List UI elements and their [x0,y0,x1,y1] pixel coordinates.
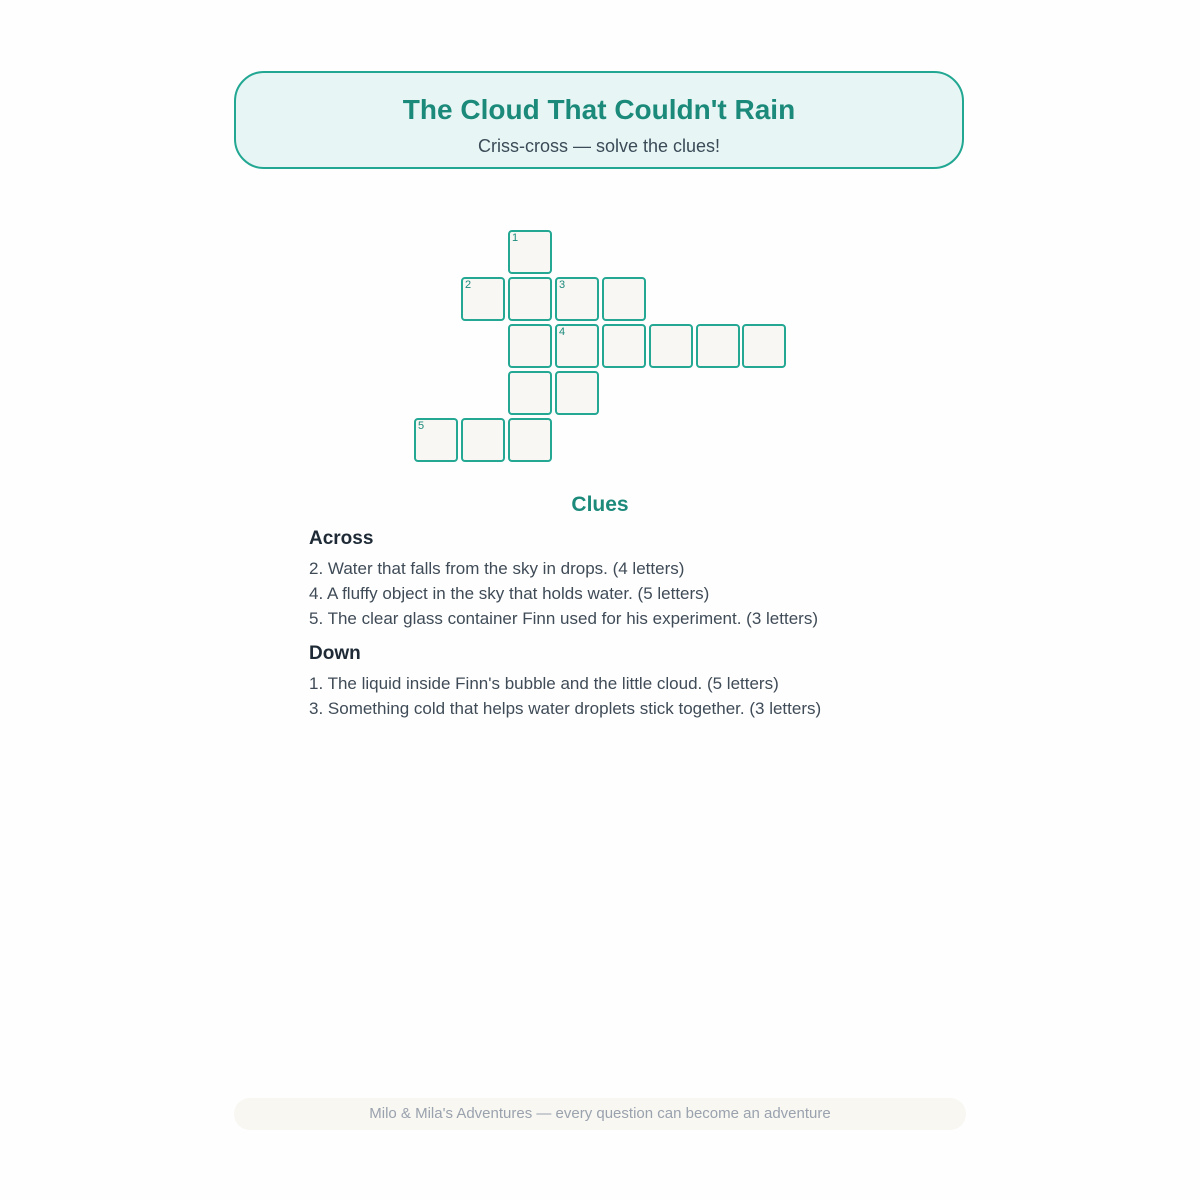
crossword-cell[interactable] [461,418,505,462]
clue-number: 5 [418,420,425,432]
down-clue: 1. The liquid inside Finn's bubble and the little cloud. (5 letters) [309,674,779,693]
clue-number: 3 [559,279,566,291]
crossword-cell[interactable] [414,418,458,462]
crossword-cell[interactable] [555,277,599,321]
crossword-cell[interactable] [508,230,552,274]
crossword-cell[interactable] [696,324,740,368]
crossword-cell[interactable] [555,371,599,415]
clue-number: 2 [465,279,472,291]
across-clue: 5. The clear glass container Finn used for his experiment. (3 letters) [309,609,818,628]
crossword-cell[interactable] [508,418,552,462]
crossword-cell[interactable] [555,324,599,368]
down-heading: Down [309,643,361,664]
crossword-grid [0,0,1200,480]
crossword-cell[interactable] [508,371,552,415]
clue-number: 1 [512,232,519,244]
clue-number: 4 [559,326,566,338]
across-heading: Across [309,528,374,549]
crossword-cell[interactable] [742,324,786,368]
page-title: The Cloud That Couldn't Rain [402,94,796,125]
crossword-cell[interactable] [508,277,552,321]
crossword-cell[interactable] [461,277,505,321]
page-subtitle: Criss-cross — solve the clues! [477,136,721,156]
crossword-cell[interactable] [649,324,693,368]
crossword-cell[interactable] [602,277,646,321]
footer-tagline: Milo & Mila's Adventures — every question can become an adventure [234,1098,966,1130]
down-clue: 3. Something cold that helps water droplets stick together. (3 letters) [309,699,822,718]
clues-heading: Clues [571,493,629,516]
across-clue: 2. Water that falls from the sky in drops. (4 letters) [309,559,685,578]
crossword-cell[interactable] [508,324,552,368]
across-clue: 4. A fluffy object in the sky that holds water. (5 letters) [309,584,710,603]
crossword-cell[interactable] [602,324,646,368]
